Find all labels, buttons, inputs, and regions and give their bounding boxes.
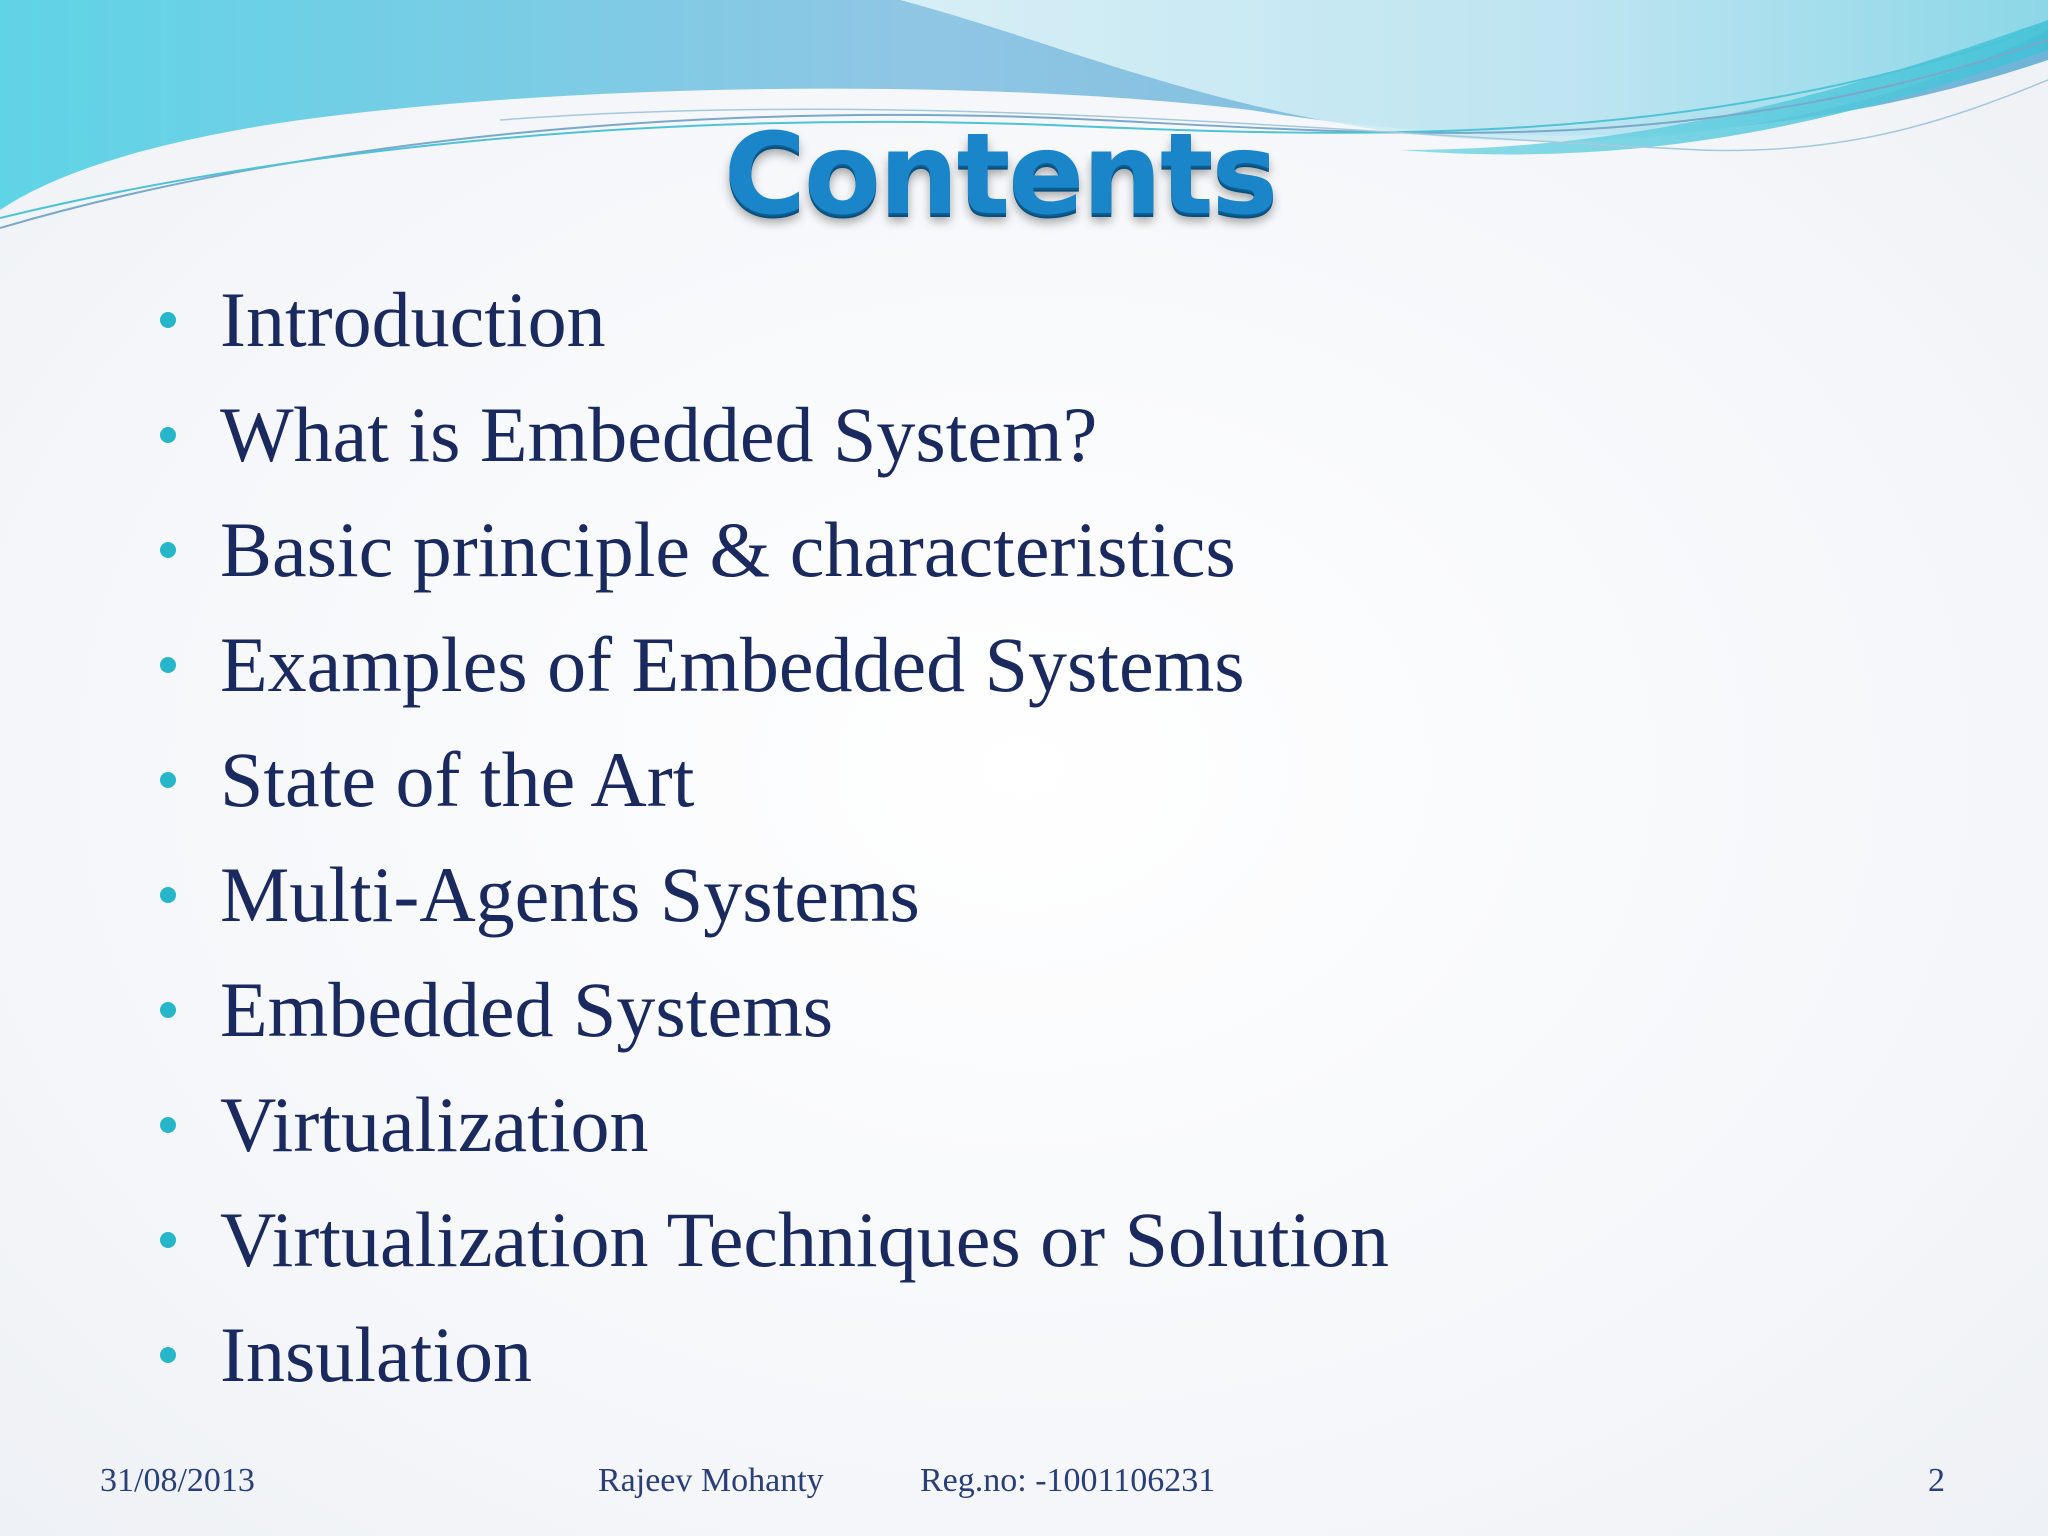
bullet-icon [160, 427, 176, 443]
list-item [150, 1182, 1389, 1297]
footer-author: Rajeev Mohanty [598, 1462, 824, 1499]
list-item-text: Basic principle & characteristics [220, 506, 1236, 593]
bullet-icon [160, 1002, 176, 1018]
list-item [150, 607, 1389, 722]
list-item [150, 722, 1389, 837]
slide-title: Contents [723, 110, 1277, 240]
title-logo [700, 110, 1300, 240]
list-item-text: Virtualization [220, 1081, 649, 1168]
bullet-icon [160, 312, 176, 328]
footer-registration-number: Reg.no: -1001106231 [920, 1462, 1216, 1499]
list-item-text: Embedded Systems [220, 966, 834, 1053]
bullet-icon [160, 887, 176, 903]
footer-page-number: 2 [1928, 1462, 1945, 1499]
bullet-icon [160, 1347, 176, 1363]
list-item-text: Introduction [220, 276, 606, 363]
list-item-text: Virtualization Techniques or Solution [220, 1196, 1390, 1283]
footer-date: 31/08/2013 [100, 1462, 255, 1499]
list-item [150, 952, 1389, 1067]
list-item-text: What is Embedded System? [220, 391, 1098, 478]
list-item [150, 1067, 1389, 1182]
list-item-text: State of the Art [220, 736, 695, 823]
list-item [150, 377, 1389, 492]
bullet-icon [160, 542, 176, 558]
list-item [150, 262, 1389, 377]
bullet-icon [160, 1232, 176, 1248]
contents-list [150, 262, 1389, 1412]
bullet-icon [160, 657, 176, 673]
list-item [150, 1297, 1389, 1412]
list-item-text: Multi-Agents Systems [220, 851, 920, 938]
list-item [150, 492, 1389, 607]
list-item [150, 837, 1389, 952]
list-item-text: Insulation [220, 1311, 532, 1398]
list-item-text: Examples of Embedded Systems [220, 621, 1245, 708]
bullet-icon [160, 1117, 176, 1133]
bullet-icon [160, 772, 176, 788]
